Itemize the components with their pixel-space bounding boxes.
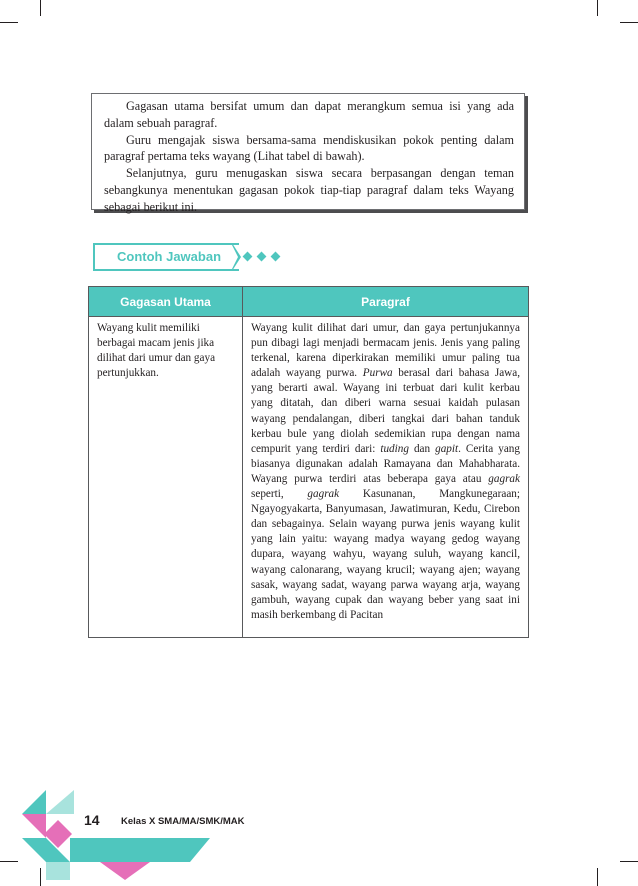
table-row xyxy=(89,317,529,638)
crop-mark-bottom-right xyxy=(597,868,598,886)
intro-box xyxy=(91,93,525,214)
crop-mark-top-left xyxy=(0,22,18,23)
diamond-icon xyxy=(271,252,281,262)
teal-bar-shape xyxy=(70,838,210,862)
crop-mark-top-right xyxy=(597,0,598,16)
paragraf-text: Kasunanan, Mangkunegaraan; Ngayogyakarta, Banyumasan, Jawatimuran, Kedu, Cirebon dan sebagainya. Selain wayang purwa jenis wayang kulit yang lain yaitu: wayang madya wayang gedog wayang dupara, wayang wahyu, wayang suluh, wayang kancil, wayang calonarang, wayang krucil; wayang ajen; wayang sasak, wayang sadat, wayang parwa wayang arja, wayang gambuh, wayang cupak dan wayang beber yang saat ini masih berkembang di Pacitan xyxy=(251,488,520,621)
footer-decoration xyxy=(0,780,220,880)
answer-table xyxy=(88,286,529,638)
paragraf-text: Wayang kulit dilihat dari umur, dan gaya pertunjukannya pun dibagi lagi menjadi bermacam jenis. Jenis yang paling terkenal, karena diperkirakan memiliki umur paling tua adalah wayang purwa. xyxy=(251,322,520,380)
cell-paragraf xyxy=(243,317,529,638)
light-teal-triangle-shape xyxy=(46,862,70,880)
intro-paragraph: Guru mengajak siswa bersama-sama mendiskusikan pokok penting dalam paragraf pertama teks wayang (Lihat tabel di bawah). xyxy=(104,132,514,164)
paragraf-italic-term: tuding xyxy=(380,442,409,455)
cell-gagasan-utama: Wayang kulit memiliki berbagai macam jenis jika dilihat dari umur dan gaya pertunjukkan. xyxy=(89,317,243,638)
diamond-ornament xyxy=(242,251,282,263)
paragraf-italic-term: gagrak xyxy=(488,472,520,485)
section-tag-label: Contoh Jawaban xyxy=(117,249,222,264)
pink-triangle-shape xyxy=(22,814,46,838)
intro-paragraph: Selanjutnya, guru menugaskan siswa secara berpasangan dengan teman sebangkunya menentukan gagasan pokok tiap-tiap paragraf dalam teks Wayang sebagai berikut ini. xyxy=(104,166,514,214)
paragraf-italic-term: gagrak xyxy=(307,488,340,501)
section-tag-arrow-inner xyxy=(232,245,238,269)
paragraf-text: seperti, xyxy=(251,488,308,501)
page-number: 14 xyxy=(84,812,100,828)
pink-bottom-shape xyxy=(100,862,150,880)
diamond-icon xyxy=(257,252,267,262)
table-header-row xyxy=(89,287,529,317)
footer-book-title: Kelas X SMA/MA/SMK/MAK xyxy=(121,816,245,827)
paragraf-text: . Cerita yang biasanya digunakan adalah Ramayana dan Mahabharata. Wayang purwa terdiri atas beberapa gaya atau xyxy=(251,442,520,485)
teal-triangle-shape xyxy=(22,790,46,814)
crop-mark-top-right xyxy=(620,22,638,23)
section-tag xyxy=(93,243,239,271)
crop-mark-top-left xyxy=(40,0,41,16)
header-gagasan-utama: Gagasan Utama xyxy=(89,287,243,317)
header-paragraf: Paragraf xyxy=(243,287,529,317)
diamond-icon xyxy=(243,252,253,262)
paragraf-italic-term: Purwa xyxy=(362,367,393,380)
intro-paragraph: Gagasan utama bersifat umum dan dapat merangkum semua isi yang ada dalam sebuah paragraf. xyxy=(104,99,514,130)
crop-mark-bottom-right xyxy=(620,861,638,862)
paragraf-italic-term: gapit xyxy=(435,442,459,455)
paragraf-text: berasal dari bahasa Jawa, yang berarti awal. Wayang ini terbuat dari kulit kerbau yang ditatah, dan diberi warna sesuai kaidah pulasan wayang pendalangan, diberi tangkai dari bahan tanduk kerbau bule yang diolah sedemikian rupa dengan nama cempurit yang terdiri dari: xyxy=(251,367,521,455)
paragraf-text: dan xyxy=(408,442,436,455)
light-teal-shape xyxy=(46,790,74,814)
